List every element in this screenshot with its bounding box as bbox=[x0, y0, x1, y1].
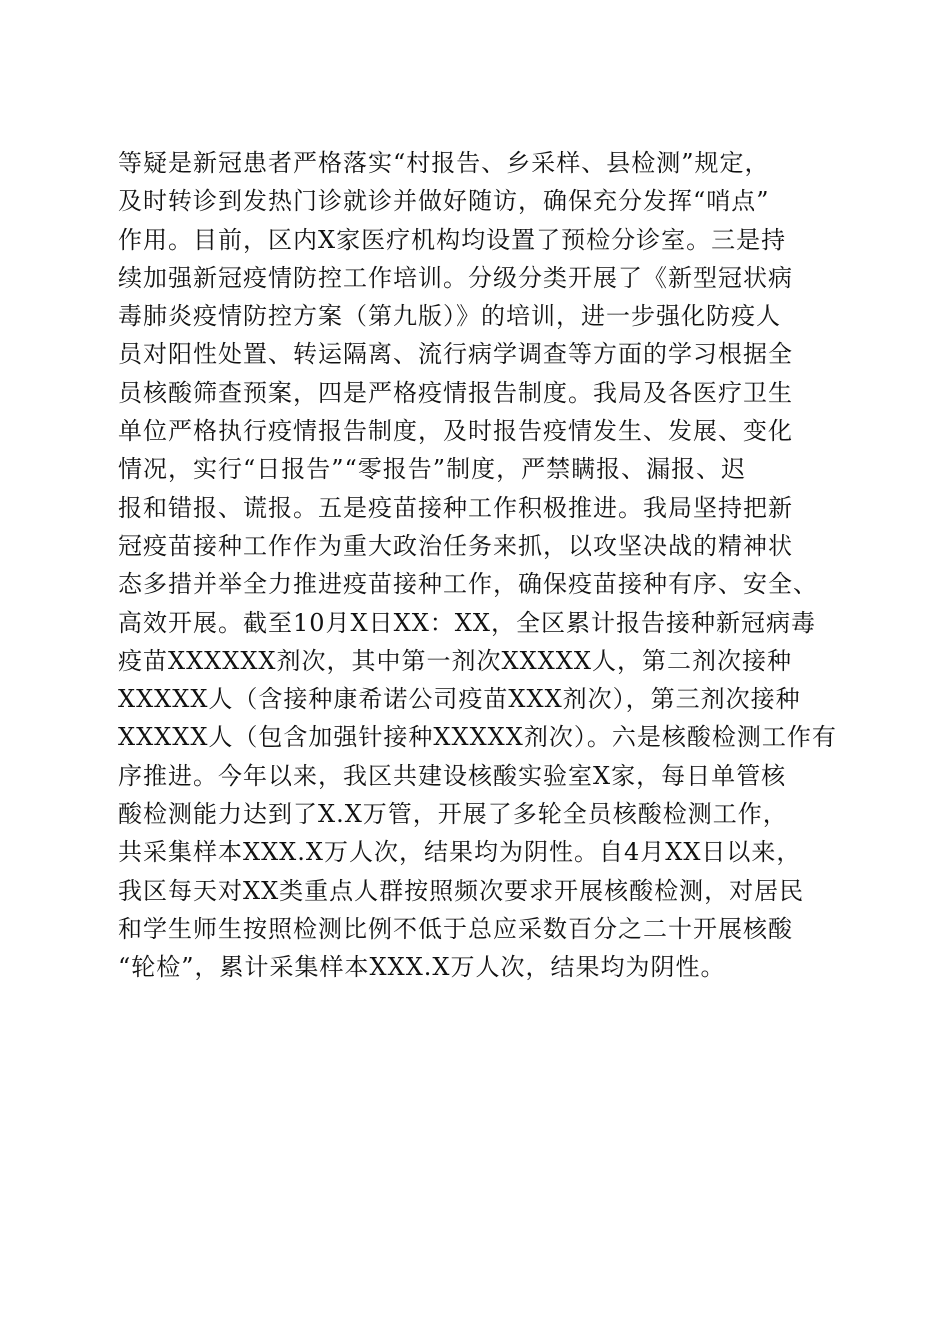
paragraph-line-14: 疫苗XXXXXX剂次，其中第一剂次XXXXX人，第二剂次接种 bbox=[118, 646, 792, 675]
paragraph-line-22: “轮检”，累计采集样本XXX.X万人次，结果均为阴性。 bbox=[118, 953, 726, 982]
paragraph-line-21: 和学生师生按照检测比例不低于总应采数百分之二十开展核酸 bbox=[118, 914, 793, 943]
paragraph-line-2: 及时转诊到发热门诊就诊并做好随访，确保充分发挥“哨点” bbox=[118, 187, 770, 216]
paragraph-line-8: 单位严格执行疫情报告制度，及时报告疫情发生、发展、变化 bbox=[118, 417, 793, 446]
paragraph-line-20: 我区每天对XX类重点人群按照频次要求开展核酸检测，对居民 bbox=[118, 876, 805, 905]
paragraph-line-10: 报和错报、谎报。五是疫苗接种工作积极推进。我局坚持把新 bbox=[118, 493, 793, 522]
body-paragraph bbox=[118, 144, 838, 987]
paragraph-line-13: 高效开展。截至10月X日XX：XX，全区累计报告接种新冠病毒 bbox=[118, 608, 816, 637]
paragraph-line-1: 等疑是新冠患者严格落实“村报告、乡采样、县检测”规定， bbox=[118, 149, 770, 177]
paragraph-line-19: 共采集样本XXX.X万人次，结果均为阴性。自4月XX日以来， bbox=[118, 838, 802, 867]
paragraph-line-6: 员对阳性处置、转运隔离、流行病学调查等方面的学习根据全 bbox=[118, 340, 793, 369]
paragraph-line-5: 毒肺炎疫情防控方案（第九版）》的培训，进一步强化防疫人 bbox=[118, 302, 781, 331]
paragraph-line-18: 酸检测能力达到了X.X万管，开展了多轮全员核酸检测工作， bbox=[118, 800, 788, 829]
paragraph-line-16: XXXXX人（包含加强针接种XXXXX剂次）。六是核酸检测工作有 bbox=[118, 723, 837, 752]
paragraph-line-3: 作用。目前，区内X家医疗机构均设置了预检分诊室。三是持 bbox=[118, 225, 787, 254]
paragraph-line-12: 态多措并举全力推进疫苗接种工作，确保疫苗接种有序、安全、 bbox=[118, 570, 818, 599]
paragraph-line-17: 序推进。今年以来，我区共建设核酸实验室X家，每日单管核 bbox=[118, 761, 787, 790]
paragraph-line-4: 续加强新冠疫情防控工作培训。分级分类开展了《新型冠状病 bbox=[118, 263, 793, 292]
paragraph-line-15: XXXXX人（含接种康希诺公司疫苗XXX剂次），第三剂次接种 bbox=[118, 685, 801, 714]
paragraph-line-9: 情况，实行“日报告”“零报告”制度，严禁瞒报、漏报、迟 bbox=[118, 455, 747, 484]
paragraph-line-7: 员核酸筛查预案，四是严格疫情报告制度。我局及各医疗卫生 bbox=[118, 378, 793, 407]
paragraph-line-11: 冠疫苗接种工作作为重大政治任务来抓，以攻坚决战的精神状 bbox=[118, 531, 793, 560]
